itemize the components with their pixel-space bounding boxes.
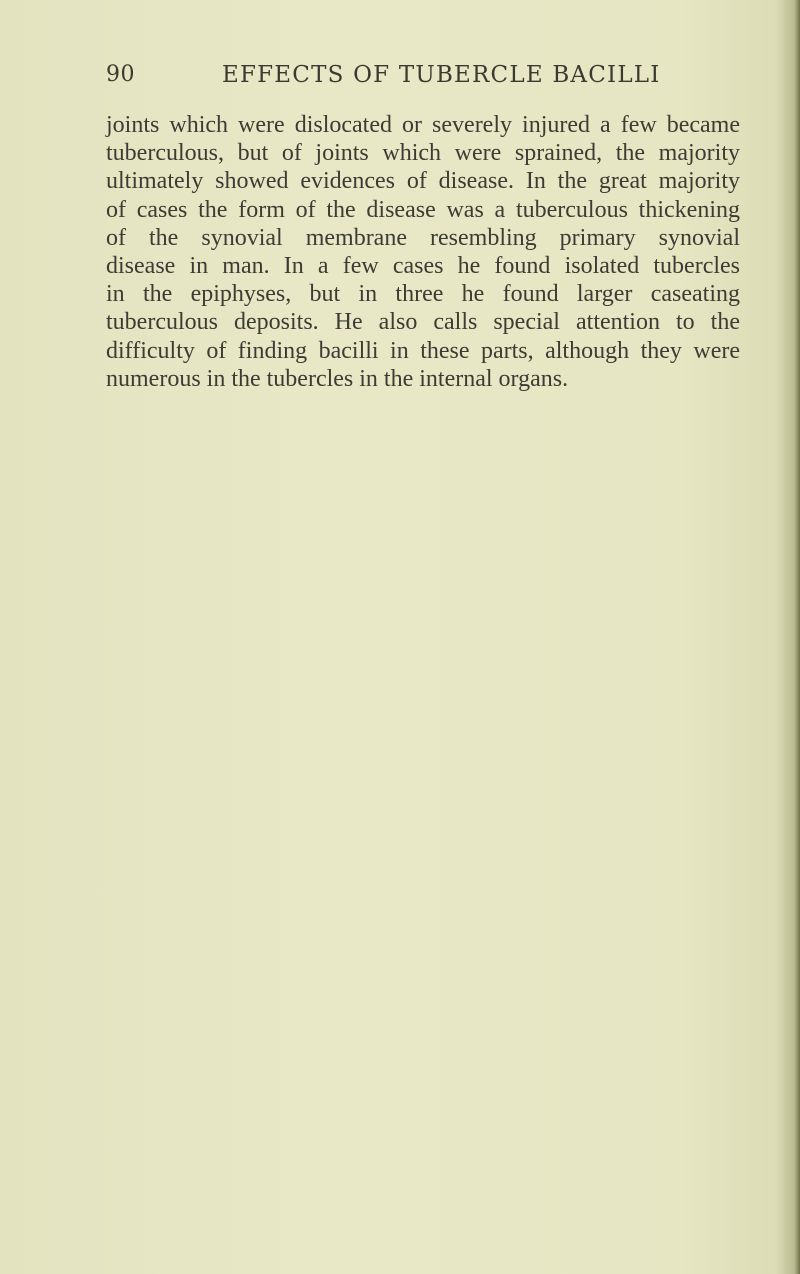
text-line: joints which were dislocated or severely injured a few became — [106, 112, 740, 138]
running-head: EFFECTS OF TUBERCLE BACILLI — [222, 62, 661, 88]
text-line: difficulty of finding bacilli in these parts, although they were — [106, 337, 740, 364]
body-paragraph — [106, 111, 740, 393]
page-header — [106, 62, 746, 96]
text-line: disease in man. In a few cases he found isolated tubercles — [106, 252, 740, 279]
text-line: tuberculous deposits. He also calls special attention to the — [106, 309, 740, 336]
text-line: of cases the form of the disease was a tuberculous thickening — [106, 196, 740, 223]
text-line: tuberculous, but of joints which were sprained, the majority — [106, 140, 740, 167]
text-line: in the epiphyses, but in three he found larger caseating — [106, 281, 740, 308]
text-line: of the synovial membrane resembling primary synovial — [106, 224, 740, 251]
page-number: 90 — [106, 62, 135, 87]
text-line: numerous in the tubercles in the internal organs. — [106, 365, 569, 392]
text-line: ultimately showed evidences of disease. In the great majority — [106, 168, 740, 195]
page-edge-shadow — [794, 0, 800, 1274]
